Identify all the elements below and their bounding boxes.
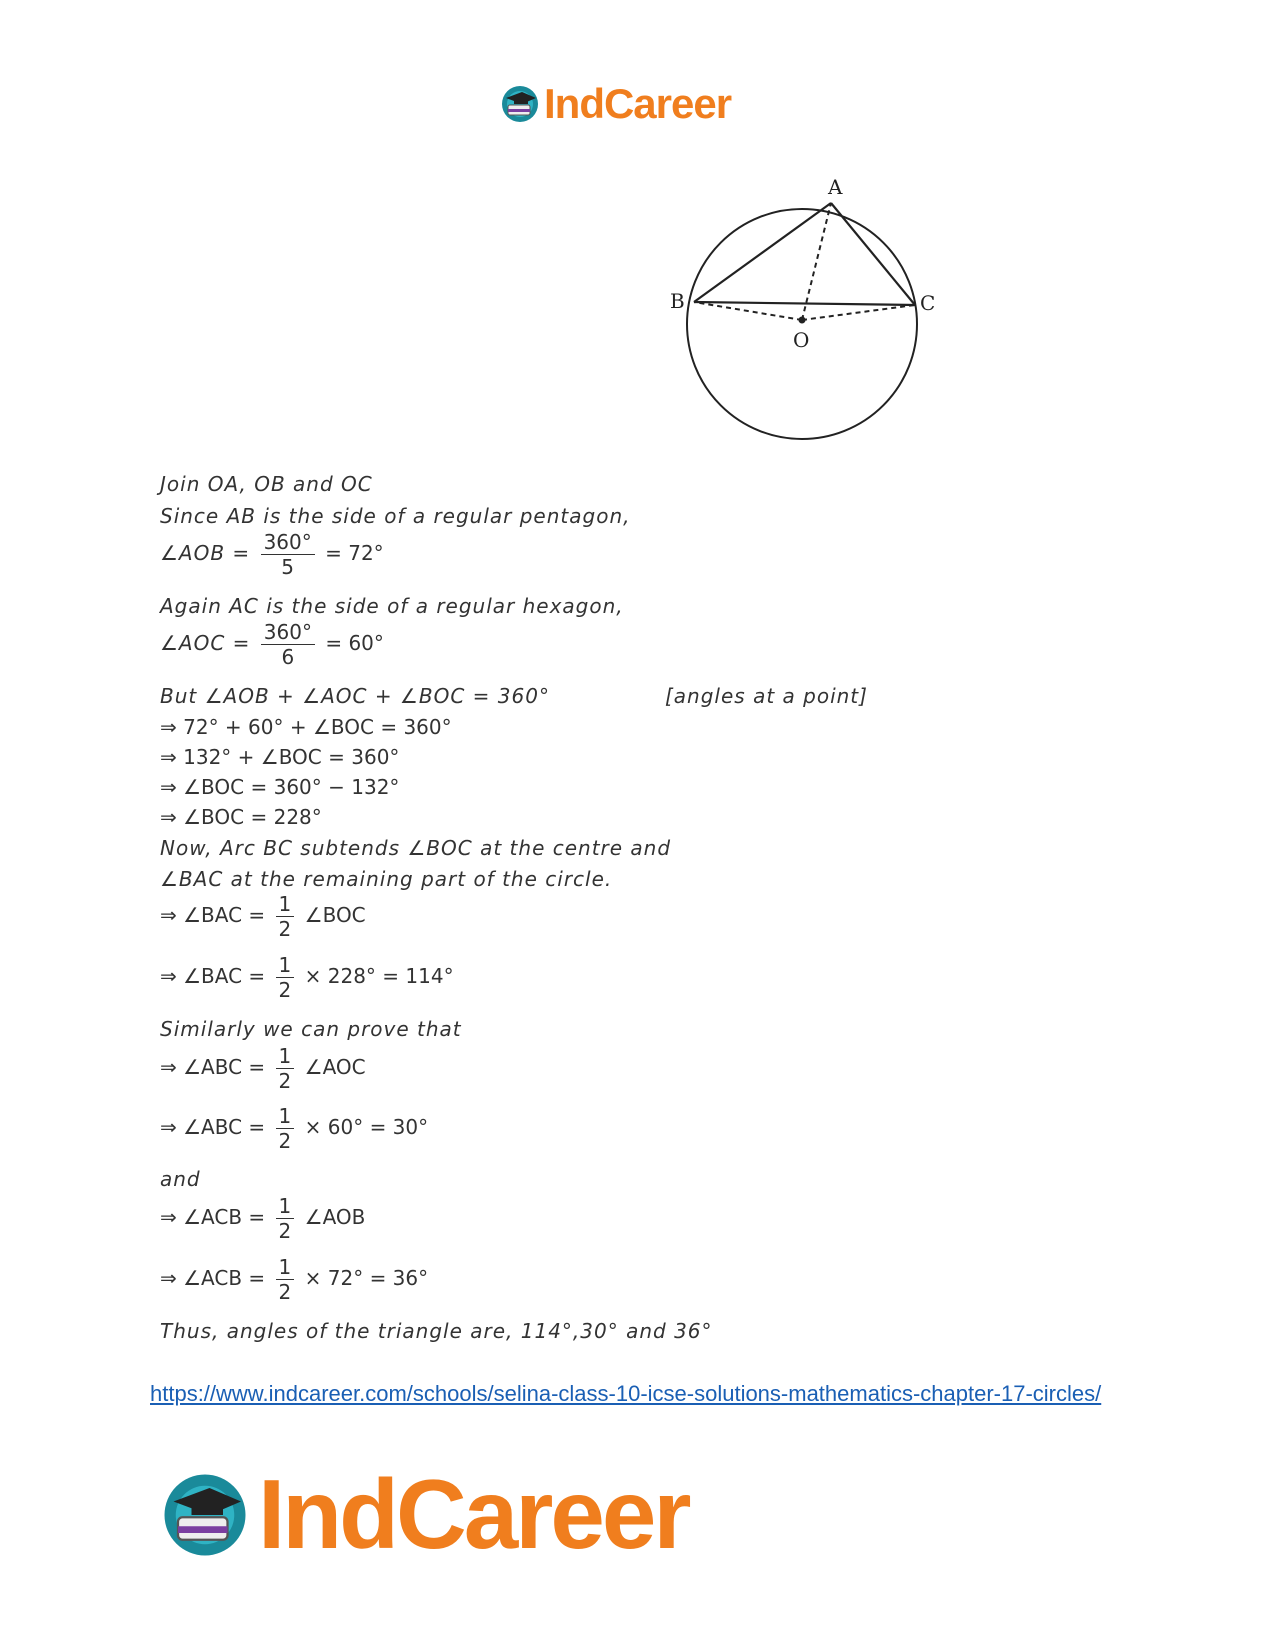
circle-diagram (670, 175, 990, 478)
equation-line (160, 530, 384, 579)
eq-rhs: = 60° (325, 631, 384, 655)
denominator: 2 (278, 917, 292, 941)
denominator: 2 (278, 1219, 292, 1243)
denominator: 6 (281, 645, 295, 669)
eq-lhs: ⇒ ∠BAC = (160, 903, 266, 927)
solution-line: Now, Arc BC subtends ∠BOC at the centre and (160, 836, 672, 860)
eq-rhs: × 228° = 114° (304, 964, 454, 988)
circle (687, 209, 917, 439)
solution-line: ∠BAC at the remaining part of the circle. (160, 867, 613, 891)
brand-wordmark: IndCareer (258, 1459, 689, 1569)
fraction (276, 1194, 295, 1243)
source-link[interactable]: https://www.indcareer.com/schools/selina-class-10-icse-solutions-mathematics-chapter-17-circles/ (150, 1381, 1102, 1406)
equation-line (160, 1194, 365, 1243)
chord-ac (831, 203, 915, 305)
solution-line: Since AB is the side of a regular pentagon, (160, 504, 631, 528)
numerator: 1 (276, 1044, 295, 1069)
numerator: 360° (261, 620, 315, 645)
eq-lhs: ⇒ ∠BAC = (160, 964, 266, 988)
denominator: 2 (278, 1129, 292, 1153)
solution-line: Again AC is the side of a regular hexagon, (160, 594, 624, 618)
label-o: O (793, 328, 810, 352)
equation-line (160, 892, 366, 941)
eq-rhs: ∠AOB (304, 1205, 366, 1229)
eq-lhs: ∠AOB = (160, 541, 251, 565)
fraction (276, 1255, 295, 1304)
chord-bc (694, 302, 915, 305)
equation-line (160, 1255, 428, 1304)
fraction (261, 530, 315, 579)
solution-line: ⇒ 132° + ∠BOC = 360° (160, 745, 400, 769)
fraction (276, 1044, 295, 1093)
radius-ob (694, 302, 802, 320)
centre-dot (799, 317, 806, 324)
equation-line (160, 620, 384, 669)
numerator: 1 (276, 1104, 295, 1129)
denominator: 5 (281, 555, 295, 579)
radius-oc (802, 305, 915, 320)
eq-lhs: ⇒ ∠ABC = (160, 1115, 266, 1139)
eq-lhs: ⇒ ∠ACB = (160, 1266, 266, 1290)
eq-lhs: ∠AOC = (160, 631, 251, 655)
label-a: A (828, 175, 843, 199)
solution-line: ⇒ 72° + 60° + ∠BOC = 360° (160, 715, 452, 739)
label-b: B (670, 289, 685, 313)
eq-lhs: ⇒ ∠ACB = (160, 1205, 266, 1229)
solution-line (160, 684, 920, 708)
fraction (276, 1104, 295, 1153)
equation-text: But ∠AOB + ∠AOC + ∠BOC = 360° (160, 684, 550, 708)
graduation-cap-book-icon (500, 84, 540, 124)
solution-conclusion: Thus, angles of the triangle are, 114°,30° and 36° (160, 1319, 713, 1343)
eq-rhs: = 72° (325, 541, 384, 565)
equation-line (160, 1104, 428, 1153)
denominator: 2 (278, 978, 292, 1002)
label-c: C (920, 291, 936, 315)
solution-line: Join OA, OB and OC (160, 472, 373, 496)
numerator: 1 (276, 953, 295, 978)
denominator: 2 (278, 1069, 292, 1093)
eq-rhs: ∠BOC (304, 903, 366, 927)
solution-line: ⇒ ∠BOC = 228° (160, 805, 322, 829)
solution-line: and (160, 1167, 201, 1191)
equation-line (160, 953, 454, 1002)
eq-rhs: ∠AOC (304, 1055, 366, 1079)
denominator: 2 (278, 1280, 292, 1304)
chord-ab (694, 203, 831, 302)
reason-note: [angles at a point] (665, 684, 868, 708)
fraction (276, 953, 295, 1002)
eq-rhs: × 72° = 36° (304, 1266, 429, 1290)
solution-line: ⇒ ∠BOC = 360° − 132° (160, 775, 400, 799)
fraction (261, 620, 315, 669)
solution-line: Similarly we can prove that (160, 1017, 462, 1041)
numerator: 1 (276, 1194, 295, 1219)
eq-lhs: ⇒ ∠ABC = (160, 1055, 266, 1079)
equation-line (160, 1044, 366, 1093)
header-logo (500, 80, 731, 128)
numerator: 1 (276, 892, 295, 917)
numerator: 360° (261, 530, 315, 555)
numerator: 1 (276, 1255, 295, 1280)
eq-rhs: × 60° = 30° (304, 1115, 429, 1139)
fraction (276, 892, 295, 941)
brand-wordmark: IndCareer (544, 80, 732, 127)
graduation-cap-book-icon (160, 1470, 250, 1560)
footer-logo (160, 1458, 689, 1571)
